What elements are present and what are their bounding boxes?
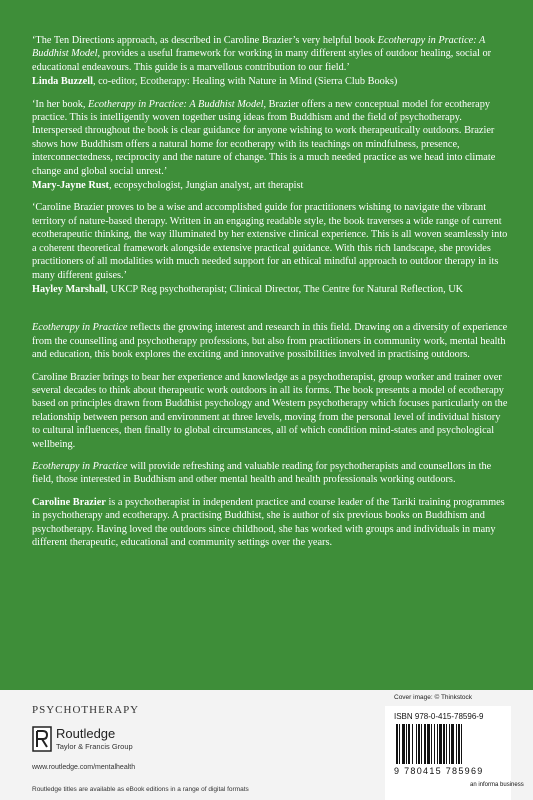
- author-bio-text: is a psychotherapist in independent practice and course leader of the Tariki training programmes in psychotherapy and ecotherapy. A practising Buddhist, she is author of six previous books on Buddhism and psychotherapy. Having loved the outdoors since childhood, she has worked with groups and individuals in many different therapeutic, educational and community settings over the years.: [32, 496, 505, 548]
- endorser-role: , co-editor, Ecotherapy: Healing with Nature in Mind (Sierra Club Books): [92, 76, 398, 88]
- endorser-name: Linda Buzzell: [32, 76, 93, 88]
- endorsement-quote-1: [32, 34, 510, 89]
- quote-text: , provides a useful framework for working in many different styles of outdoor healing, social or educational endeavours. This guide is a marvellous contribution to our field.’: [32, 48, 492, 73]
- author-bio: [32, 496, 510, 550]
- quote-text: , Brazier offers a new conceptual model for ecotherapy practice. This is intelligently woven together using ideas from Buddhism and the field of psychotherapy. Interspersed throughout the book is clear guidance for anyone wishing to work therapeutically outdoors. Brazier shows how Buddhism offers a natural home for ecotherapy with its teachings on mindfulness, presence, interconnectedness, reciprocity and the nature of change. This is a much needed practice as we head into climate change and global social unrest.’: [32, 98, 496, 177]
- quote-text: ‘The Ten Directions approach, as described in Caroline Brazier’s very helpful book: [32, 35, 378, 46]
- book-title: Ecotherapy in Practice: [32, 460, 128, 472]
- endorser-role: , UKCP Reg psychotherapist; Clinical Director, The Centre for Natural Reflection, UK: [105, 283, 464, 295]
- description-paragraph-2: Caroline Brazier brings to bear her experience and knowledge as a psychotherapist, group worker and trainer over several decades to think about therapeutic work outdoors in all its forms. The book presents a model of ecotherapy based on principles drawn from Buddhist psychology and Western psychotherapy which focuses particularly on the relationship between person and environment at three levels, moving from the personal level of individual history to cultural influences, then finally to global circumstances, all of which condition mind-states and psychological wellbeing.: [32, 371, 508, 450]
- description-paragraph-1: [32, 321, 510, 361]
- endorsement-quote-2: [32, 98, 510, 193]
- endorser-name: Hayley Marshall: [32, 283, 106, 295]
- publisher-url[interactable]: www.routledge.com/mentalhealth: [32, 764, 136, 771]
- informa-tagline: an informa business: [470, 782, 524, 788]
- category-label: PSYCHOTHERAPY: [32, 704, 140, 716]
- paragraph-text: reflects the growing interest and research in this field. Drawing on a diversity of experience from the counselling and psychotherapy professions, but also from practitioners in community work, mental health and education, this book explores the exciting and innovative possibilities involved in practising outdoors.: [32, 322, 508, 361]
- back-cover-footer: [0, 690, 533, 800]
- quote-attribution: [32, 179, 510, 192]
- endorser-role: , ecopsychologist, Jungian analyst, art therapist: [108, 180, 304, 192]
- paragraph-text: will provide refreshing and valuable reading for psychotherapists and counsellors in the field, those interested in Buddhism and other mental health and health professionals working outdoors.: [32, 460, 492, 486]
- quote-attribution: [32, 75, 510, 88]
- quote-text: ‘Caroline Brazier proves to be a wise and accomplished guide for practitioners wishing to navigate the vibrant territory of nature-based therapy. Written in an engaging readable style, the book traverses a wide range of current ecotherapeutic thinking, the way illuminated by her extensive clinical experience. This is all woven seamlessly into a coherent theoretical framework alongside extensive practical guidance. With this rich landscape, she provides practitioners of all modalities with much needed support for an ethical mindful approach to outdoor therapy in its many different guises.’: [32, 202, 508, 281]
- back-cover-text: [32, 34, 510, 558]
- endorsement-quote-3: [32, 201, 510, 296]
- quote-book-title: Ecotherapy in Practice: A Buddhist Model: [88, 98, 264, 110]
- barcode-icon: [394, 724, 494, 766]
- description-paragraph-3: [32, 460, 510, 487]
- book-title: Ecotherapy in Practice: [32, 322, 128, 334]
- barcode-digits: 9 780415 785969: [394, 766, 484, 776]
- author-name: Caroline Brazier: [32, 496, 106, 508]
- isbn-number: ISBN 978-0-415-78596-9: [394, 712, 484, 721]
- cover-image-credit: Cover image: © Thinkstock: [394, 694, 473, 701]
- endorser-name: Mary-Jayne Rust: [32, 180, 109, 192]
- publisher-subtitle: Taylor & Francis Group: [56, 742, 133, 751]
- quote-text: ‘In her book,: [32, 98, 89, 110]
- ebook-note: Routledge titles are available as eBook editions in a range of digital formats: [32, 786, 249, 793]
- routledge-logo-icon: [32, 726, 52, 752]
- quote-book-title: Ecotherapy in Practice: A Buddhist Model: [32, 35, 486, 60]
- publisher-name: Routledge: [56, 726, 116, 741]
- quote-attribution: [32, 283, 510, 296]
